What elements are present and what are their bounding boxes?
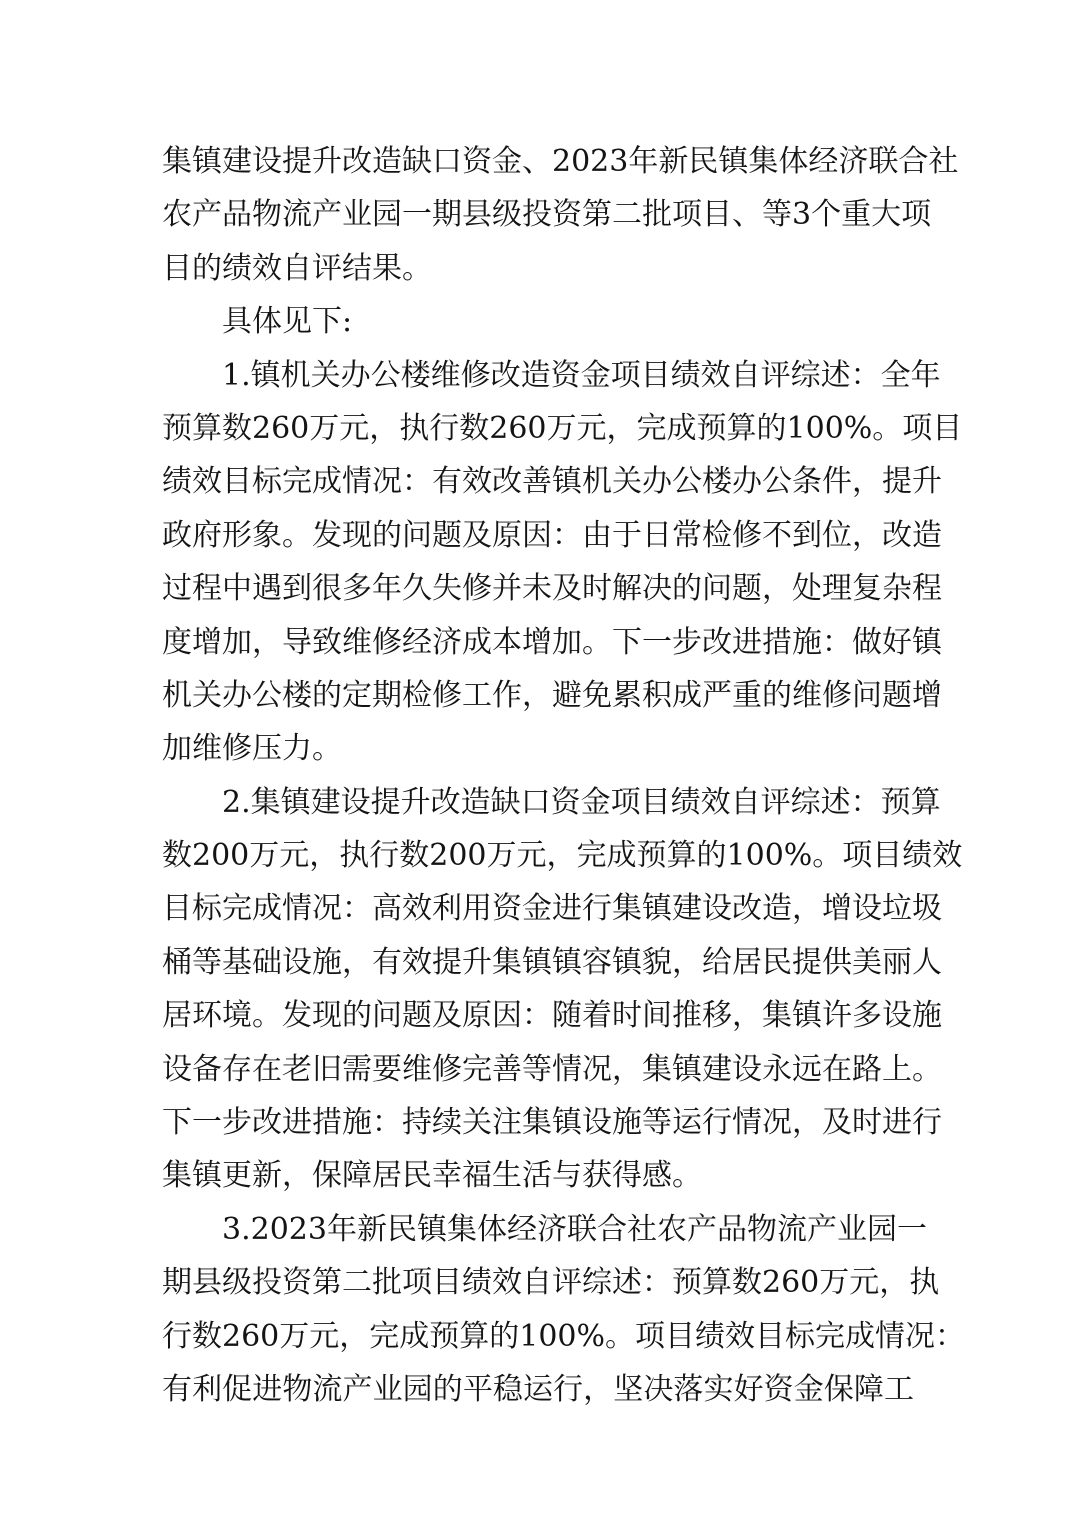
text-line: 政府形象。发现的问题及原因：由于日常检修不到位，改造 [162,517,942,553]
text-line: 目标完成情况：高效利用资金进行集镇建设改造，增设垃圾 [162,891,942,927]
text-line: 集镇建设提升改造缺口资金、2023年新民镇集体经济联合社 [162,144,959,179]
text-line: 2.集镇建设提升改造缺口资金项目绩效自评综述：预算 [222,784,941,820]
text-line: 有利促进物流产业园的平稳运行，坚决落实好资金保障工 [162,1371,914,1407]
text-line: 具体见下: [222,304,353,340]
text-line: 1.镇机关办公楼维修改造资金项目绩效自评综述：全年 [222,357,941,393]
text-line: 设备存在老旧需要维修完善等情况，集镇建设永远在路上。 [162,1051,942,1087]
text-line: 过程中遇到很多年久失修并未及时解决的问题，处理复杂程 [162,571,942,607]
body-text [162,135,966,1416]
text-line: 桶等基础设施，有效提升集镇镇容镇貌，给居民提供美丽人 [162,944,942,980]
text-line: 居环境。发现的问题及原因：随着时间推移，集镇许多设施 [162,998,942,1034]
text-line: 绩效目标完成情况：有效改善镇机关办公楼办公条件，提升 [162,464,942,500]
text-line: 农产品物流产业园一期县级投资第二批项目、等3个重大项 [162,197,932,233]
text-line: 加维修压力。 [162,731,342,767]
text-line: 预算数260万元，执行数260万元，完成预算的100%。项目 [162,410,963,446]
text-line: 3.2023年新民镇集体经济联合社农产品物流产业园一 [222,1211,927,1247]
text-line: 期县级投资第二批项目绩效自评综述：预算数260万元，执 [162,1265,940,1301]
text-line: 行数260万元，完成预算的100%。项目绩效目标完成情况： [162,1318,966,1354]
text-line: 下一步改进措施：持续关注集镇设施等运行情况，及时进行 [162,1105,942,1141]
text-line: 集镇更新，保障居民幸福生活与获得感。 [162,1158,702,1194]
text-line: 目的绩效自评结果。 [162,250,432,286]
text-line: 机关办公楼的定期检修工作，避免累积成严重的维修问题增 [162,677,942,713]
text-line: 数200万元，执行数200万元，完成预算的100%。项目绩效 [162,838,963,874]
text-line: 度增加，导致维修经济成本增加。下一步改进措施：做好镇 [162,624,942,660]
